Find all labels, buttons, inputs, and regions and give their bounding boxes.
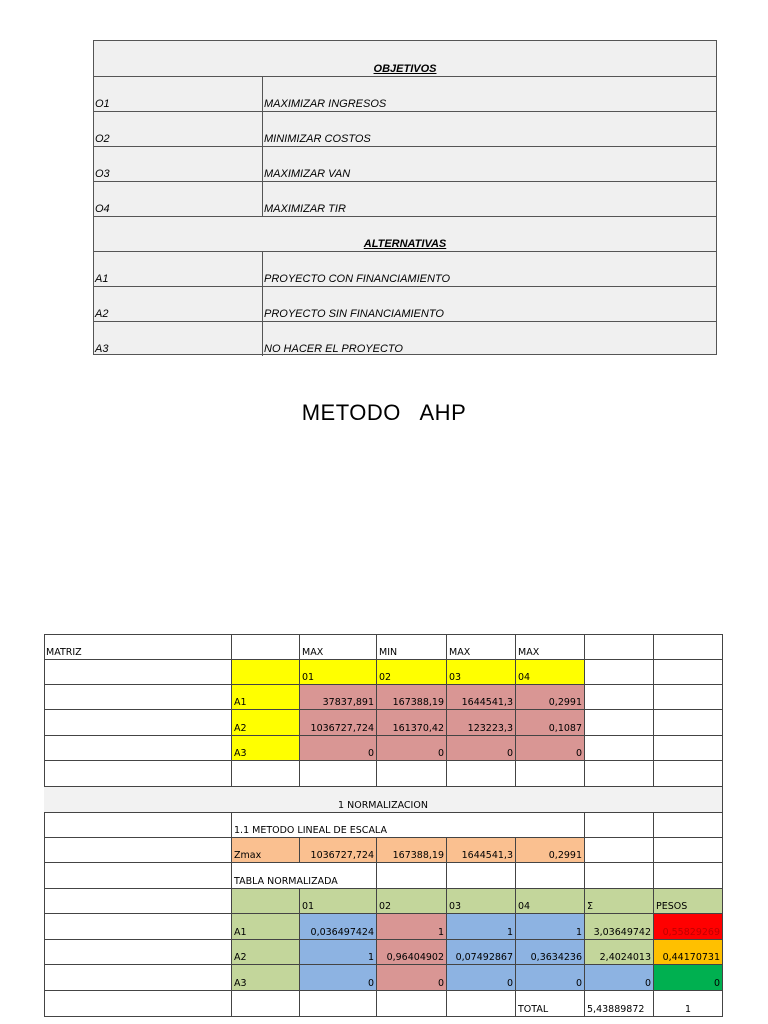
- zmax-value: 1644541,3: [447, 838, 516, 863]
- criterion-code: 02: [377, 889, 447, 914]
- normalized-value: 0,07492867: [447, 940, 516, 965]
- normalized-value: 0: [447, 965, 516, 991]
- alternative-row: [94, 251, 716, 286]
- total-label: TOTAL: [516, 991, 585, 1017]
- alternative-code: A1: [232, 685, 300, 710]
- criterion-sense: MAX: [516, 634, 585, 660]
- objective-label: MAXIMIZAR VAN: [264, 168, 351, 180]
- objectives-header: OBJETIVOS: [373, 63, 437, 75]
- normalized-value: 1: [300, 940, 377, 965]
- matrix-value: 0: [377, 736, 447, 761]
- alternatives-header-row: [94, 216, 716, 251]
- objective-row: [94, 146, 716, 181]
- objectives-table: [93, 40, 717, 355]
- normalization-method: 1.1 METODO LINEAL DE ESCALA: [232, 813, 585, 838]
- objective-label: MINIMIZAR COSTOS: [264, 133, 371, 145]
- normalized-value: 0,036497424: [300, 914, 377, 940]
- objective-code: O3: [95, 168, 110, 180]
- alternative-code: A1: [95, 273, 109, 285]
- normalized-table-label: TABLA NORMALIZADA: [232, 863, 377, 889]
- normalized-value: 0,3634236: [516, 940, 585, 965]
- row-weight: 0,44170731: [654, 940, 723, 965]
- alternative-label: PROYECTO CON FINANCIAMIENTO: [264, 273, 451, 285]
- alternative-code: A2: [232, 940, 300, 965]
- criterion-code: 03: [447, 660, 516, 685]
- matrix-value: 0: [447, 736, 516, 761]
- matrix-value: 167388,19: [377, 685, 447, 710]
- alternative-code: A3: [232, 736, 300, 761]
- alternatives-header: ALTERNATIVAS: [363, 238, 447, 250]
- alternative-code: A1: [232, 914, 300, 940]
- matrix-label: MATRIZ: [44, 634, 232, 660]
- objectives-header-row: [94, 41, 716, 76]
- normalized-value: 0: [377, 965, 447, 991]
- criterion-code: 02: [377, 660, 447, 685]
- criterion-code: 04: [516, 889, 585, 914]
- objective-row: [94, 181, 716, 216]
- alternative-row: [94, 286, 716, 321]
- row-sum: 3,03649742: [585, 914, 654, 940]
- criterion-code: 01: [300, 889, 377, 914]
- criterion-sense: MAX: [447, 634, 516, 660]
- zmax-value: 0,2991: [516, 838, 585, 863]
- matrix-value: 1036727,724: [300, 710, 377, 736]
- normalization-title: 1 NORMALIZACION: [44, 787, 723, 813]
- zmax-label: Zmax: [232, 838, 300, 863]
- objective-row: [94, 76, 716, 111]
- alternative-code: A2: [95, 308, 109, 320]
- matrix-value: 0,2991: [516, 685, 585, 710]
- alternative-row: [94, 321, 716, 356]
- alternative-label: PROYECTO SIN FINANCIAMIENTO: [264, 308, 444, 320]
- normalized-value: 0: [516, 965, 585, 991]
- matrix-value: 0,1087: [516, 710, 585, 736]
- objective-code: O4: [95, 203, 110, 215]
- criterion-code: 04: [516, 660, 585, 685]
- objective-row: [94, 111, 716, 146]
- objective-label: MAXIMIZAR INGRESOS: [264, 98, 387, 110]
- row-sum: 0: [585, 965, 654, 991]
- normalized-value: 0: [300, 965, 377, 991]
- zmax-value: 1036727,724: [300, 838, 377, 863]
- alternative-code: A2: [232, 710, 300, 736]
- matrix-value: 123223,3: [447, 710, 516, 736]
- total-sum: 5,43889872: [585, 991, 654, 1017]
- zmax-value: 167388,19: [377, 838, 447, 863]
- criterion-sense: MIN: [377, 634, 447, 660]
- normalized-value: 1: [516, 914, 585, 940]
- criterion-sense: MAX: [300, 634, 377, 660]
- objective-code: O2: [95, 133, 110, 145]
- criterion-code: 01: [300, 660, 377, 685]
- row-weight: 0,55829269: [654, 914, 723, 940]
- weights-header: PESOS: [654, 889, 723, 914]
- method-title: METODO AHP: [301, 400, 467, 425]
- sum-header: Σ: [585, 889, 654, 914]
- normalized-value: 1: [447, 914, 516, 940]
- alternative-code: A3: [232, 965, 300, 991]
- alternative-label: NO HACER EL PROYECTO: [264, 343, 403, 355]
- matrix-value: 37837,891: [300, 685, 377, 710]
- total-weight: 1: [654, 991, 723, 1017]
- matrix-value: 0: [516, 736, 585, 761]
- normalized-value: 1: [377, 914, 447, 940]
- matrix-value: 161370,42: [377, 710, 447, 736]
- objective-code: O1: [95, 98, 110, 110]
- matrix-value: 0: [300, 736, 377, 761]
- alternative-code: A3: [95, 343, 109, 355]
- normalized-value: 0,96404902: [377, 940, 447, 965]
- row-sum: 2,4024013: [585, 940, 654, 965]
- objective-label: MAXIMIZAR TIR: [264, 203, 346, 215]
- row-weight: 0: [654, 965, 723, 991]
- criterion-code: 03: [447, 889, 516, 914]
- matrix-value: 1644541,3: [447, 685, 516, 710]
